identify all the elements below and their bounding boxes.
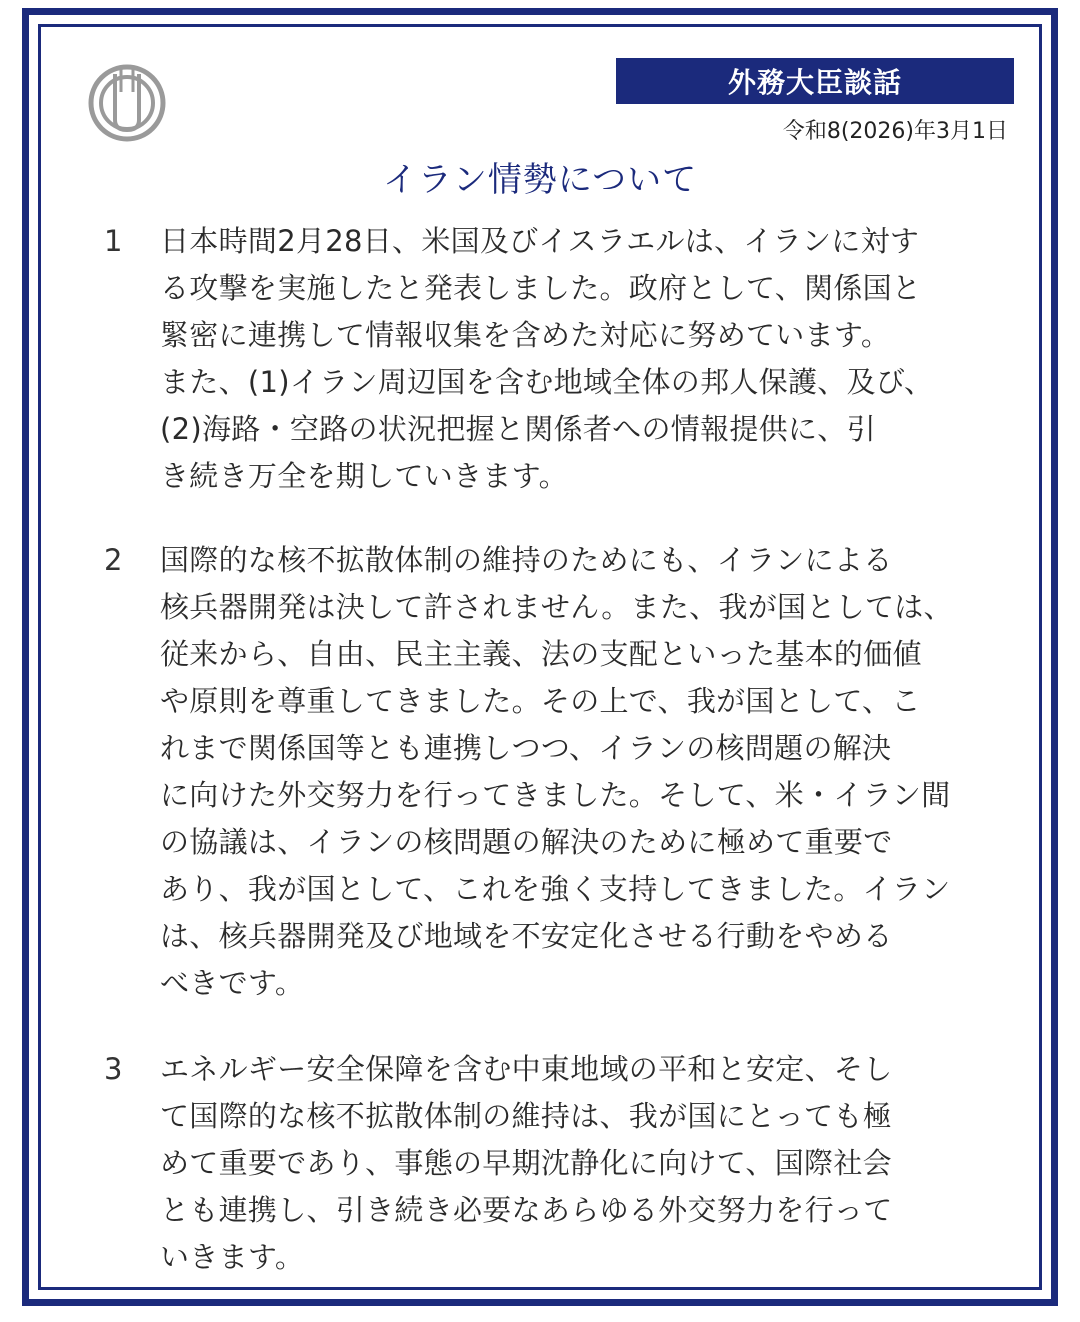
ministry-emblem-icon [86, 62, 168, 144]
statement-date: 令和8(2026)年3月1日 [782, 119, 1008, 144]
section-number: 3 [104, 1052, 123, 1086]
document-title: イラン情勢について [382, 160, 698, 200]
section-3 [104, 1046, 994, 1281]
section-text: エネルギー安全保障を含む中東地域の平和と安定、そし て国際的な核不拡散体制の維持は、我が国にとっても極 めて重要であり、事態の早期沈静化に向けて、国際社会 とも連携し、引き続き必要なあらゆる外交努力を行って いきます。 [160, 1052, 893, 1274]
section-text: 国際的な核不拡散体制の維持のためにも、イランによる 核兵器開発は決して許されません。また、我が国としては、 従来から、自由、民主主義、法の支配といった基本的価値 や原則を尊重してきました。その上で、我が国として、こ れまで関係国等とも連携しつつ、イランの核問題の解決 に向けた外交努力を行ってきました。そして、米・イラン間 の協議は、イランの核問題の解決のために極めて重要で あり、我が国として、これを強く支持してきました。イラン は、核兵器開発及び地域を不安定化させる行動をやめる べきです。 [160, 543, 953, 1000]
section-2 [104, 537, 994, 1007]
section-text: 日本時間2月28日、米国及びイスラエルは、イランに対す る攻撃を実施したと発表しました。政府として、関係国と 緊密に連携して情報収集を含めた対応に努めています。 また、(1)イラン周辺国を含む地域全体の邦人保護、及び、 (2)海路・空路の状況把握と関係者への情報提供に、引 き続き万全を期していきます。 [160, 224, 934, 493]
section-number: 1 [104, 224, 123, 258]
section-number: 2 [104, 543, 123, 577]
section-1 [104, 218, 994, 500]
statement-type-banner: 外務大臣談話 [616, 58, 1014, 104]
